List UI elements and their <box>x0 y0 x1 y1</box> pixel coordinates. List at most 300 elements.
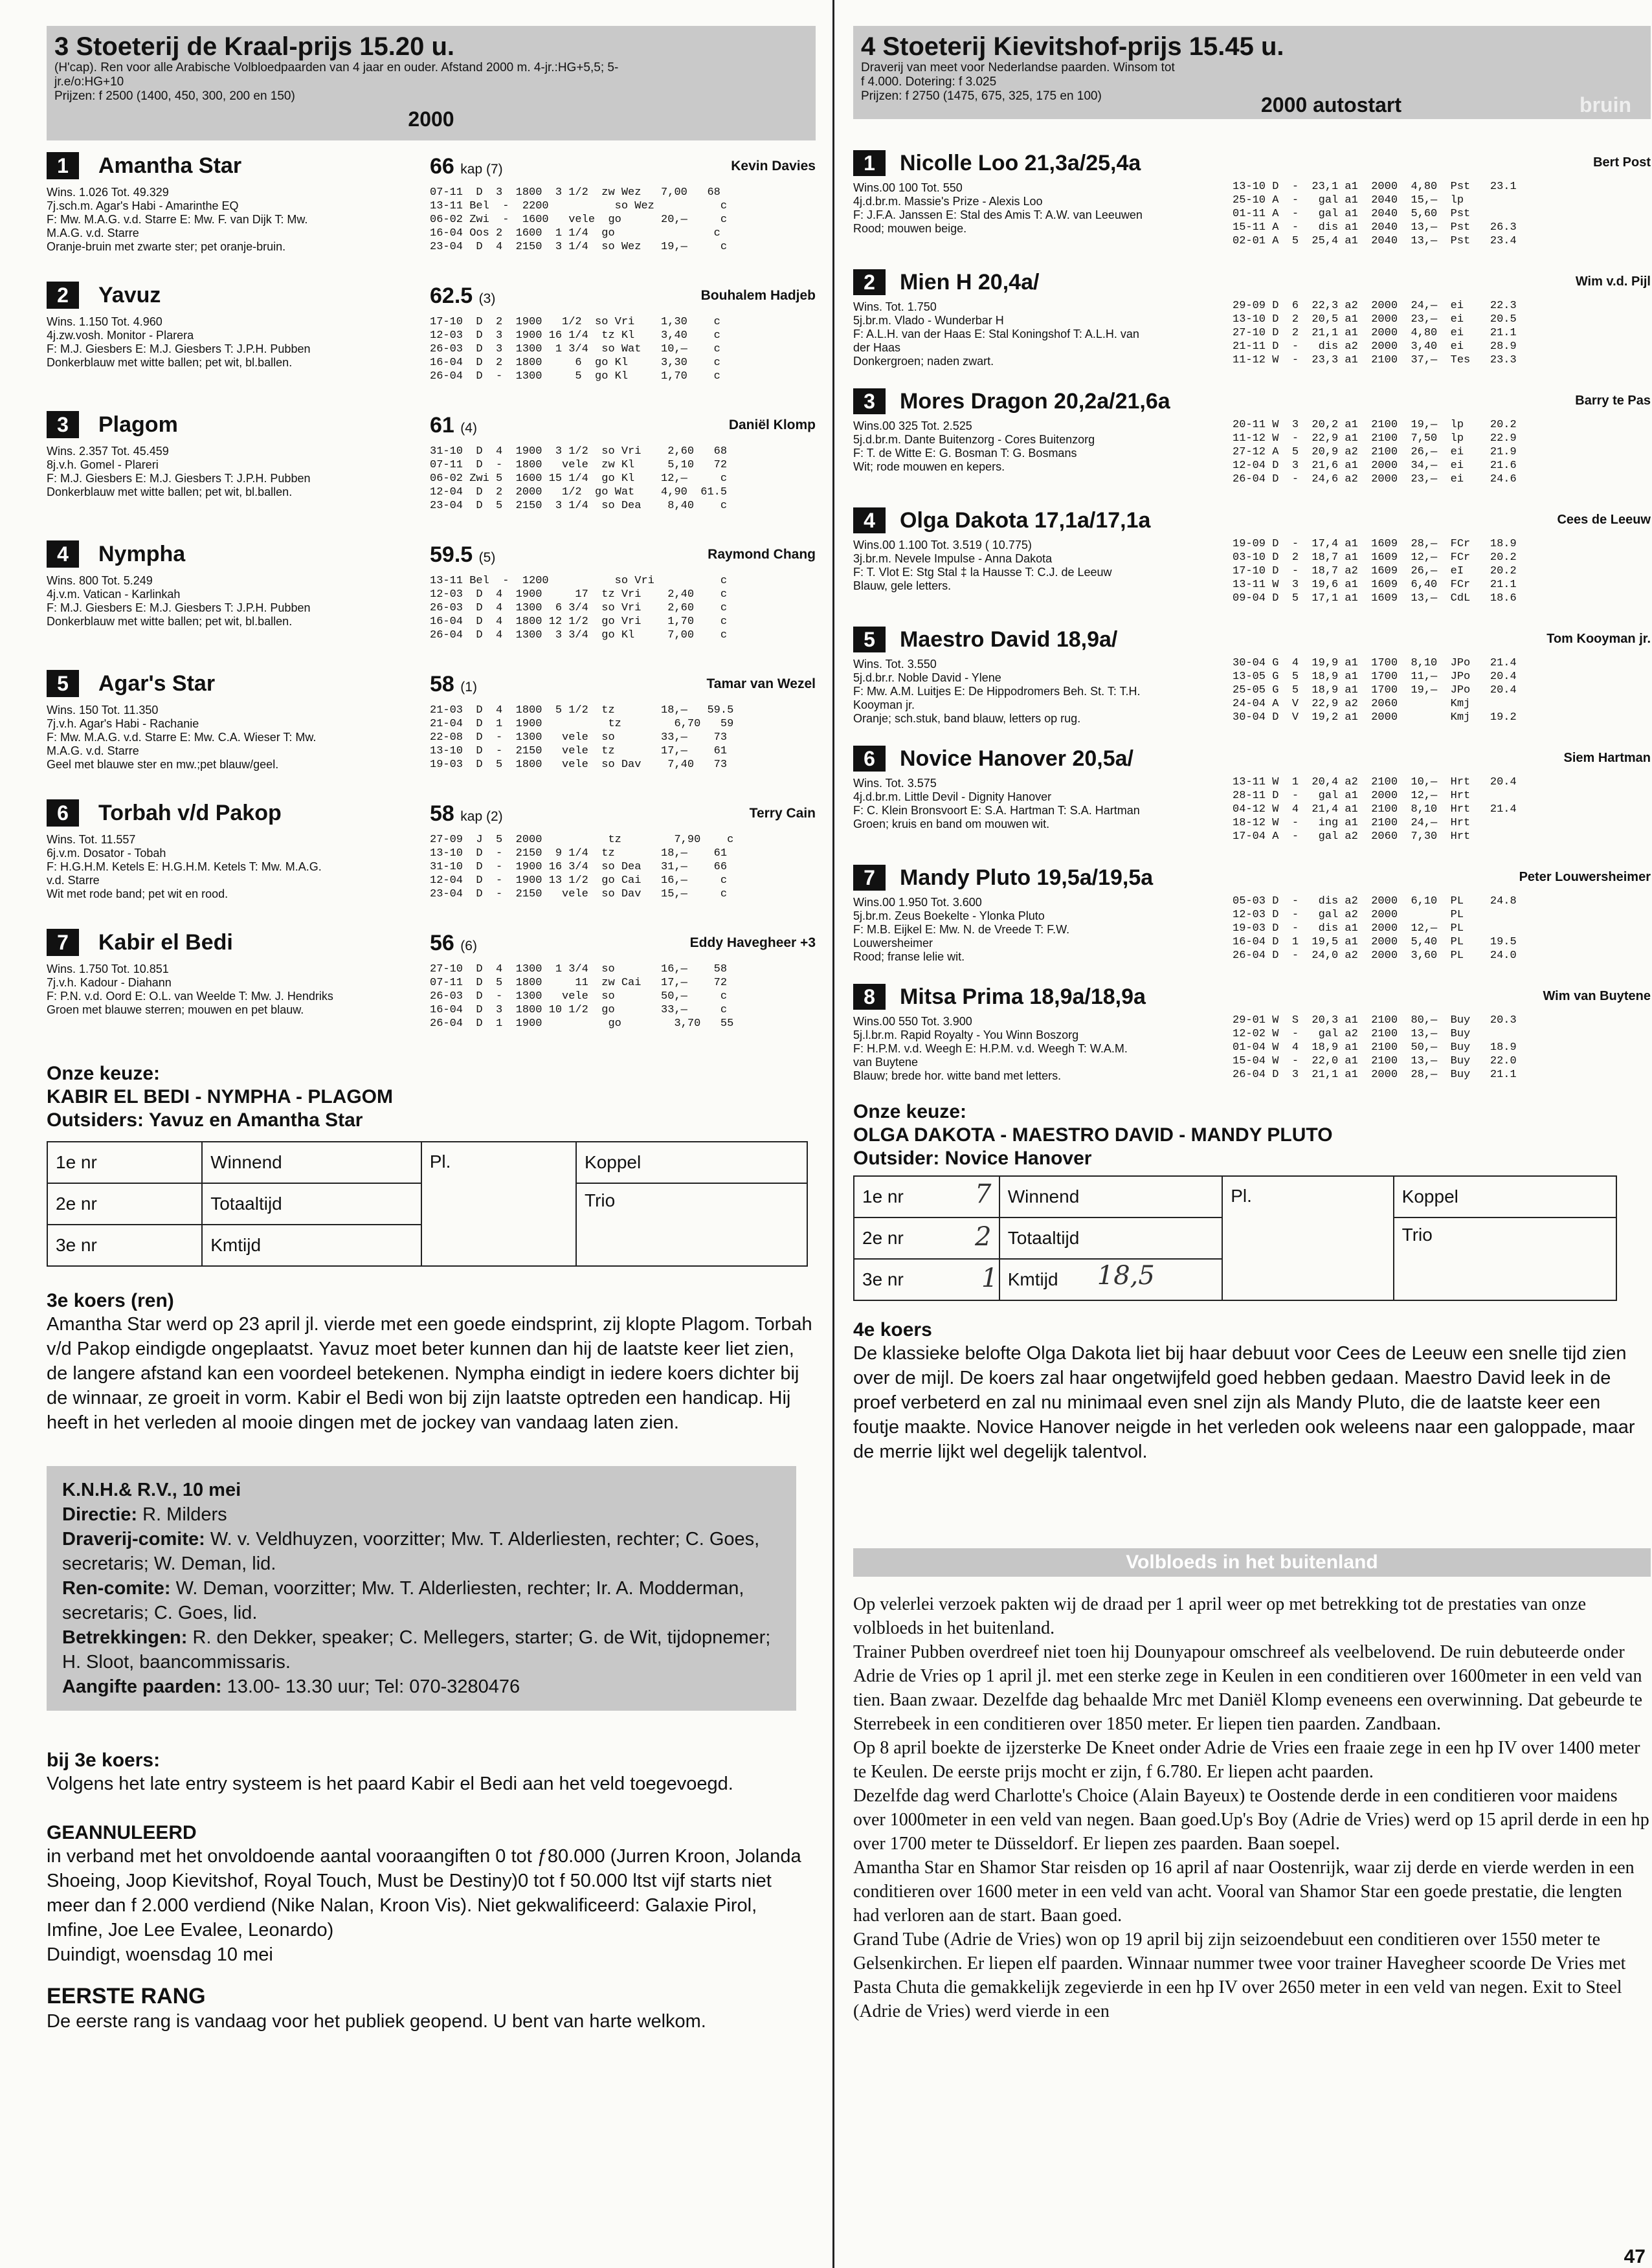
article-paragraph: Op velerlei verzoek pakten wij de draad per 1 april weer op met betrekking tot de prestaties van onze volbloeds in het buitenland. <box>853 1594 1586 1638</box>
horse-info-line: Oranje; sch.stuk, band blauw, letters op rug. <box>853 712 1081 725</box>
form-line: 02-01 A 5 25,4 a1 2040 13,— Pst 23.4 <box>1233 235 1517 247</box>
form-line: 26-04 D 1 1900 go 3,70 55 <box>430 1017 734 1030</box>
horse-info-line: M.A.G. v.d. Starre <box>47 744 139 757</box>
horse-entry <box>47 150 816 270</box>
horse-info-line: F: T. de Witte E: G. Bosman T: G. Bosmans <box>853 447 1077 460</box>
form-line: 28-11 D - gal a1 2000 12,— Hrt <box>1233 790 1471 802</box>
draw-position: (6) <box>460 939 477 953</box>
form-line: 26-04 D - 24,0 a2 2000 3,60 PL 24.0 <box>1233 950 1517 962</box>
horse-info-line: Wins. Tot. 11.557 <box>47 833 136 846</box>
form-line: 01-11 A - gal a1 2040 5,60 Pst <box>1233 208 1471 220</box>
horse-weight <box>430 542 495 571</box>
form-line: 12-04 D - 1900 13 1/2 go Cai 16,— c <box>430 874 728 887</box>
form-line: 12-02 W - gal a2 2100 13,— Buy <box>1233 1028 1471 1040</box>
bet-kmtijd: Kmtijd 18,5 <box>999 1259 1222 1300</box>
horse-info-line: 4j.zw.vosh. Monitor - Plarera <box>47 329 194 342</box>
race-3-entries <box>47 150 816 1047</box>
horse-name: Mitsa Prima 18,9a/18,9a <box>900 984 1146 1009</box>
horse-info <box>853 539 1235 593</box>
form-line: 13-11 Bel - 1200 so Vri c <box>430 575 728 587</box>
race-4-entries <box>853 148 1651 1095</box>
form-line: 13-10 D - 23,1 a1 2000 4,80 Pst 23.1 <box>1233 181 1517 193</box>
form-line: 20-11 W 3 20,2 a1 2100 19,— lp 20.2 <box>1233 419 1517 431</box>
form-line: 19-09 D - 17,4 a1 1609 28,— FCr 18.9 <box>1233 538 1517 550</box>
horse-weight <box>430 283 495 312</box>
form-table <box>1233 180 1517 248</box>
form-line: 13-10 D - 2150 9 1/4 tz 18,— 61 <box>430 847 728 860</box>
bet-row-label: 3e nr <box>47 1225 202 1266</box>
form-line: 17-04 A - gal a2 2060 7,30 Hrt <box>1233 830 1471 843</box>
horse-name: Nympha <box>98 542 186 566</box>
horse-info <box>47 833 409 901</box>
horse-info-line: F: T. Vlot E: Stg Stal ‡ la Hausse T: C.J. de Leeuw <box>853 566 1112 579</box>
horse-info-line: Wins. 2.357 Tot. 45.459 <box>47 445 169 458</box>
knh-aangifte: Aangifte paarden: 13.00- 13.30 uur; Tel: 070-3280476 <box>62 1676 520 1697</box>
draw-position: kap (7) <box>460 162 503 177</box>
horse-info <box>853 419 1235 474</box>
horse-info-line: 5j.d.br.m. Dante Buitenzorg - Cores Buitenzorg <box>853 433 1095 446</box>
left-column <box>47 26 816 2034</box>
right-column <box>853 26 1651 2023</box>
horse-info-line: F: P.N. v.d. Oord E: O.L. van Weelde T: Mw. J. Hendriks <box>47 990 333 1003</box>
form-line: 25-10 A - gal a1 2040 15,— lp <box>1233 194 1464 206</box>
horse-info-line: Donkerblauw met witte ballen; pet wit, bl.ballen. <box>47 485 293 498</box>
horse-info <box>47 445 409 499</box>
article-paragraph: Grand Tube (Adrie de Vries) won op 19 april bij zijn seizoendebuut een conditieren over 1550 meter te Gelsenkirchen. Er liepen elf paarden. Winnaar nummer twee voor trainer Havegheer scoorde De Vries met Pasta Chuta die gemakkelijk zegevierde in een hp IV over 2650 meter in een veld van negen. Exit to Steel (Adrie de Vries) werd vierde in een <box>853 1929 1626 2021</box>
form-line: 13-05 G 5 18,9 a1 1700 11,— JPo 20.4 <box>1233 671 1517 683</box>
horse-name: Torbah v/d Pakop <box>98 801 282 825</box>
horse-info-line: Wins.00 325 Tot. 2.525 <box>853 419 972 432</box>
horse-info-line: der Haas <box>853 341 901 354</box>
horse-weight <box>430 412 477 441</box>
form-table <box>1233 895 1517 962</box>
horse-info-line: Wins.00 1.950 Tot. 3.600 <box>853 896 982 909</box>
draw-position: (5) <box>478 550 496 565</box>
cancelled-title: GEANNULEERD <box>47 1822 197 1843</box>
horse-info <box>47 315 409 370</box>
horse-info-line: Wins. 800 Tot. 5.249 <box>47 574 153 587</box>
horse-info <box>853 777 1235 831</box>
koers-title: 4e koers <box>853 1319 932 1340</box>
race-distance: 2000 <box>408 107 454 131</box>
start-number: 4 <box>47 540 79 568</box>
trainer-name: Wim v.d. Pijl <box>1575 274 1651 289</box>
race-title: 4 Stoeterij Kievitshof-prijs 15.45 u. <box>861 32 1284 61</box>
horse-info-line: F: A.L.H. van der Haas E: Stal Koningshof T: A.L.H. van <box>853 328 1139 340</box>
knh-draverij: Draverij-comite: W. v. Veldhuyzen, voorzitter; Mw. T. Alderliesten, rechter; C. Goes, secretaris; W. Deman, lid. <box>62 1529 760 1574</box>
horse-info-line: 4j.d.br.m. Massie's Prize - Alexis Loo <box>853 195 1043 208</box>
form-line: 09-04 D 5 17,1 a1 1609 13,— CdL 18.6 <box>1233 592 1517 605</box>
form-line: 16-04 D 2 1800 6 go Kl 3,30 c <box>430 357 720 369</box>
form-table <box>430 315 720 383</box>
eerste-rang-title: EERSTE RANG <box>47 1984 206 2008</box>
form-line: 22-08 D - 1300 vele so 33,— 73 <box>430 731 728 744</box>
horse-name: Kabir el Bedi <box>98 930 233 955</box>
horse-info-line: 5j.l.br.m. Rapid Royalty - You Winn Boszorg <box>853 1028 1079 1041</box>
horse-entry <box>853 624 1651 738</box>
start-number: 3 <box>47 411 79 438</box>
form-line: 07-11 D - 1800 vele zw Kl 5,10 72 <box>430 459 728 471</box>
trainer-name: Siem Hartman <box>1563 751 1651 765</box>
start-number: 5 <box>853 627 886 652</box>
jockey-name: Daniël Klomp <box>728 417 816 432</box>
form-line: 19-03 D - dis a1 2000 12,— PL <box>1233 922 1464 935</box>
horse-entry <box>853 743 1651 857</box>
knh-betrekkingen: Betrekkingen: R. den Dekker, speaker; C. Mellegers, starter; G. de Wit, tijdopnemer; H. Sloot, baancommissaris. <box>62 1627 771 1673</box>
form-line: 13-10 D 2 20,5 a1 2000 23,— ei 20.5 <box>1233 313 1517 326</box>
horse-info-line: F: H.G.H.M. Ketels E: H.G.H.M. Ketels T: Mw. M.A.G. <box>47 860 322 873</box>
late-entry-text: Volgens het late entry systeem is het paard Kabir el Bedi aan het veld toegevoegd. <box>47 1773 733 1794</box>
horse-info-line: F: M.J. Giesbers E: M.J. Giesbers T: J.P.H. Pubben <box>47 342 311 355</box>
form-line: 29-09 D 6 22,3 a2 2000 24,— ei 22.3 <box>1233 300 1517 312</box>
bet-row-label: 1e nr 7 <box>854 1176 999 1217</box>
race-conditions-line: Draverij van meet voor Nederlandse paarden. Winsom tot <box>861 61 1175 74</box>
draw-position: (1) <box>460 680 477 695</box>
horse-info-line: Louwersheimer <box>853 937 933 950</box>
horse-info-line: Wins.00 100 Tot. 550 <box>853 181 963 194</box>
form-line: 23-04 D 5 2150 3 1/4 so Dea 8,40 c <box>430 500 728 512</box>
horse-info <box>853 658 1235 726</box>
horse-name: Nicolle Loo 21,3a/25,4a <box>900 151 1141 175</box>
horse-info-line: F: H.P.M. v.d. Weegh E: H.P.M. v.d. Weegh T: W.A.M. <box>853 1042 1128 1055</box>
horse-info-line: Wins.00 550 Tot. 3.900 <box>853 1015 972 1028</box>
form-line: 31-10 D - 1900 16 3/4 so Dea 31,— 66 <box>430 861 728 873</box>
form-line: 30-04 D V 19,2 a1 2000 Kmj 19.2 <box>1233 711 1517 724</box>
race-conditions-line: jr.e/o:HG+10 <box>54 75 124 89</box>
horse-info-line: F: Mw. M.A.G. v.d. Starre E: Mw. C.A. Wieser T: Mw. <box>47 731 317 744</box>
race-prizes: Prijzen: f 2500 (1400, 450, 300, 200 en 150) <box>54 89 295 103</box>
horse-info-line: 7j.v.h. Kadour - Diahann <box>47 976 172 989</box>
horse-info-line: Wit met rode band; pet wit en rood. <box>47 887 229 900</box>
form-line: 11-12 W - 22,9 a1 2100 7,50 lp 22.9 <box>1233 432 1517 445</box>
start-number: 2 <box>853 269 886 295</box>
form-table <box>1233 1014 1517 1082</box>
page-number: 47 <box>1624 2246 1646 2267</box>
horse-info-line: 4j.v.m. Vatican - Karlinkah <box>47 588 181 601</box>
handwritten-pick: 7 <box>975 1179 992 1209</box>
article-paragraph: Amantha Star en Shamor Star reisden op 16 april af naar Oostenrijk, waar zij derde en vierde werden in een conditieren over 1600 meter in een veld van acht. Vooral van Shamor Star een goede prestatie, die lengten had verloren aan de start. Baan goed. <box>853 1858 1635 1926</box>
our-choice <box>47 1062 816 1132</box>
choice-picks: KABIR EL BEDI - NYMPHA - PLAGOM <box>47 1086 394 1107</box>
form-table <box>1233 299 1517 367</box>
form-line: 27-09 J 5 2000 tz 7,90 c <box>430 834 734 846</box>
eerste-rang-text: De eerste rang is vandaag voor het publiek geopend. U bent van harte welkom. <box>47 2011 706 2032</box>
jockey-name: Kevin Davies <box>731 159 816 173</box>
form-line: 21-11 D - dis a2 2000 3,40 ei 28.9 <box>1233 340 1517 353</box>
form-line: 16-04 D 1 19,5 a1 2000 5,40 PL 19.5 <box>1233 936 1517 948</box>
form-table <box>1233 656 1517 724</box>
start-number: 5 <box>47 670 79 697</box>
form-table <box>1233 418 1517 486</box>
form-line: 27-10 D 4 1300 1 3/4 so 16,— 58 <box>430 963 728 975</box>
start-number: 6 <box>47 799 79 827</box>
bet-row-label: 1e nr <box>47 1142 202 1183</box>
section-banner: Volbloeds in het buitenland <box>853 1548 1651 1577</box>
trainer-name: Wim van Buytene <box>1543 989 1651 1003</box>
knh-title: K.N.H.& R.V., 10 mei <box>62 1480 241 1500</box>
form-line: 12-04 D 2 2000 1/2 go Wat 4,90 61.5 <box>430 486 728 498</box>
form-line: 18-12 W - ing a1 2100 24,— Hrt <box>1233 817 1471 829</box>
form-line: 16-04 D 4 1800 12 1/2 go Vri 1,70 c <box>430 616 728 628</box>
form-line: 26-04 D - 1300 5 go Kl 1,70 c <box>430 370 720 383</box>
horse-info-line: Blauw; brede hor. witte band met letters. <box>853 1069 1062 1082</box>
knh-directie: Directie: R. Milders <box>62 1504 227 1525</box>
form-line: 23-04 D 4 2150 3 1/4 so Wez 19,— c <box>430 241 728 253</box>
form-line: 13-11 Bel - 2200 so Wez c <box>430 200 728 212</box>
choice-label: Onze keuze: <box>47 1063 161 1084</box>
horse-info-line: Rood; mouwen beige. <box>853 222 967 235</box>
form-line: 21-04 D 1 1900 tz 6,70 59 <box>430 718 734 730</box>
trainer-name: Barry te Pas <box>1575 394 1651 408</box>
draw-position: (3) <box>478 291 496 306</box>
form-line: 26-03 D 4 1300 6 3/4 so Vri 2,60 c <box>430 602 728 614</box>
horse-info-line: van Buytene <box>853 1056 919 1069</box>
form-line: 29-01 W S 20,3 a1 2100 80,— Buy 20.3 <box>1233 1014 1517 1027</box>
horse-info-line: Wins. 1.150 Tot. 4.960 <box>47 315 162 328</box>
trainer-name: Cees de Leeuw <box>1557 513 1651 527</box>
race-conditions-line: f 4.000. Dotering: f 3.025 <box>861 75 997 89</box>
bet-table <box>47 1141 808 1267</box>
weight-value: 66 <box>430 154 454 179</box>
race-conditions-line: (H'cap). Ren voor alle Arabische Volbloedpaarden van 4 jaar en ouder. Afstand 2000 m. 4-jr.:HG+5,5; 5- <box>54 61 619 74</box>
horse-entry <box>853 148 1651 261</box>
horse-name: Olga Dakota 17,1a/17,1a <box>900 508 1151 533</box>
form-line: 26-04 D 3 21,1 a1 2000 28,— Buy 21.1 <box>1233 1069 1517 1081</box>
article-paragraph: Op 8 april boekte de ijzersterke De Kneet onder Adrie de Vries een fraaie zege in een hp IV over 1400 meter te Keulen. De eerste prijs mocht er zijn, f 6.780. Er liepen acht paarden. <box>853 1738 1640 1782</box>
start-number: 7 <box>47 929 79 956</box>
form-line: 26-04 D 4 1300 3 3/4 go Kl 7,00 c <box>430 629 728 641</box>
trainer-name: Peter Louwersheimer <box>1519 870 1651 884</box>
choice-outsiders: Outsiders: Yavuz en Amantha Star <box>47 1109 363 1131</box>
jockey-name: Bouhalem Hadjeb <box>700 288 816 303</box>
horse-info-line: Groen met blauwe sterren; mouwen en pet blauw. <box>47 1003 304 1016</box>
trainer-name: Bert Post <box>1593 155 1651 170</box>
start-number: 2 <box>47 282 79 309</box>
form-line: 26-03 D - 1300 vele so 50,— c <box>430 990 728 1003</box>
bet-place: Pl. <box>1222 1176 1393 1300</box>
knh-ren: Ren-comite: W. Deman, voorzitter; Mw. T. Alderliesten, rechter; Ir. A. Modderman, secretaris; C. Goes, lid. <box>62 1578 744 1623</box>
horse-info-line: Donkerblauw met witte ballen; pet wit, bl.ballen. <box>47 356 293 369</box>
weight-value: 56 <box>430 931 454 955</box>
bet-row-label: 3e nr 1 <box>854 1259 999 1300</box>
form-line: 31-10 D 4 1900 3 1/2 so Vri 2,60 68 <box>430 445 728 458</box>
horse-weight <box>430 671 477 700</box>
form-line: 27-10 D 2 21,1 a1 2000 4,80 ei 21.1 <box>1233 327 1517 339</box>
horse-info-line: F: Mw. M.A.G. v.d. Starre E: Mw. F. van Dijk T: Mw. <box>47 213 308 226</box>
horse-info-line: F: C. Klein Bronsvoort E: S.A. Hartman T: S.A. Hartman <box>853 804 1140 817</box>
handwritten-pick: 1 <box>981 1263 998 1293</box>
horse-info-line: M.A.G. v.d. Starre <box>47 227 139 239</box>
race-tag: bruin <box>1579 93 1631 117</box>
form-line: 12-04 D 3 21,6 a1 2000 34,— ei 21.6 <box>1233 460 1517 472</box>
knh-info-box <box>47 1466 796 1711</box>
form-line: 12-03 D - gal a2 2000 PL <box>1233 909 1464 921</box>
article-paragraph: Dezelfde dag werd Charlotte's Choice (Alain Bayeux) te Oostende derde in een conditieren voor maidens over 1000meter in een veld van negen. Baan goed.Up's Boy (Adrie de Vries) werd op 15 april derde in een hp over 1700 meter te Düsseldorf. Er liepen zes paarden. Baan soepel. <box>853 1786 1649 1854</box>
choice-outsider: Outsider: Novice Hanover <box>853 1148 1092 1169</box>
weight-value: 59.5 <box>430 542 473 567</box>
form-line: 05-03 D - dis a2 2000 6,10 PL 24.8 <box>1233 895 1517 907</box>
horse-name: Amantha Star <box>98 153 242 178</box>
horse-info <box>47 186 409 254</box>
horse-info-line: F: M.J. Giesbers E: M.J. Giesbers T: J.P.H. Pubben <box>47 601 311 614</box>
start-number: 7 <box>853 865 886 891</box>
horse-entry <box>47 797 816 917</box>
form-line: 12-03 D 4 1900 17 tz Vri 2,40 c <box>430 588 728 601</box>
horse-entry <box>47 279 816 399</box>
horse-info-line: Geel met blauwe ster en mw.;pet blauw/geel. <box>47 758 279 771</box>
horse-name: Plagom <box>98 412 178 437</box>
form-table <box>1233 775 1517 843</box>
form-line: 13-11 W 1 20,4 a2 2100 10,— Hrt 20.4 <box>1233 776 1517 788</box>
weight-value: 58 <box>430 672 454 696</box>
horse-info-line: Wins. 1.750 Tot. 10.851 <box>47 962 169 975</box>
form-line: 11-12 W - 23,3 a1 2100 37,— Tes 23.3 <box>1233 354 1517 366</box>
race-prizes: Prijzen: f 2750 (1475, 675, 325, 175 en 100) <box>861 89 1102 103</box>
form-line: 01-04 W 4 18,9 a1 2100 50,— Buy 18.9 <box>1233 1041 1517 1054</box>
form-table <box>430 704 733 772</box>
form-line: 06-02 Zwi - 1600 vele go 20,— c <box>430 214 728 226</box>
jockey-name: Terry Cain <box>749 806 816 821</box>
race-title: 3 Stoeterij de Kraal-prijs 15.20 u. <box>54 32 455 61</box>
horse-entry <box>853 862 1651 976</box>
form-line: 25-05 G 5 18,9 a1 1700 19,— JPo 20.4 <box>1233 684 1517 696</box>
race-4-header <box>853 26 1651 119</box>
trainer-name: Tom Kooyman jr. <box>1546 632 1651 646</box>
horse-name: Yavuz <box>98 283 161 307</box>
horse-info-line: Blauw, gele letters. <box>853 579 952 592</box>
weight-value: 58 <box>430 801 454 826</box>
horse-info-line: Groen; kruis en band om mouwen wit. <box>853 817 1050 830</box>
horse-info-line: 4j.d.br.m. Little Devil - Dignity Hanover <box>853 790 1052 803</box>
handwritten-kmtijd: 18,5 <box>1097 1261 1155 1291</box>
horse-info <box>853 300 1235 368</box>
bet-place: Pl. <box>421 1142 576 1266</box>
choice-picks: OLGA DAKOTA - MAESTRO DAVID - MANDY PLUTO <box>853 1124 1333 1146</box>
horse-info-line: 7j.v.h. Agar's Habi - Rachanie <box>47 717 199 730</box>
form-table <box>430 833 733 901</box>
form-line: 16-04 Oos 2 1600 1 1/4 go c <box>430 227 720 239</box>
form-line: 13-10 D - 2150 vele tz 17,— 61 <box>430 745 728 757</box>
horse-info-line: Wins. Tot. 3.575 <box>853 777 937 790</box>
form-line: 19-03 D 5 1800 vele so Dav 7,40 73 <box>430 759 728 771</box>
form-line: 21-03 D 4 1800 5 1/2 tz 18,— 59.5 <box>430 704 734 717</box>
bet-winnend: Winnend <box>202 1142 421 1183</box>
form-line: 23-04 D - 2150 vele so Dav 15,— c <box>430 888 728 900</box>
form-line: 04-12 W 4 21,4 a1 2100 8,10 Hrt 21.4 <box>1233 803 1517 816</box>
horse-entry <box>853 267 1651 381</box>
horse-info-line: F: Mw. A.M. Luitjes E: De Hippodromers Beh. St. T: T.H. <box>853 685 1141 698</box>
horse-info-line: Wins. Tot. 3.550 <box>853 658 937 671</box>
form-line: 03-10 D 2 18,7 a1 1609 12,— FCr 20.2 <box>1233 551 1517 564</box>
form-line: 26-03 D 3 1300 1 3/4 so Wat 10,— c <box>430 343 720 355</box>
horse-info-line: Wit; rode mouwen en kepers. <box>853 460 1005 473</box>
horse-entry <box>47 408 816 529</box>
horse-info <box>47 704 409 772</box>
bet-trio: Trio <box>576 1183 807 1266</box>
horse-name: Mien H 20,4a/ <box>900 270 1040 295</box>
bet-row-label: 2e nr 2 <box>854 1217 999 1259</box>
horse-info-line: 5j.br.m. Zeus Boekelte - Ylonka Pluto <box>853 909 1045 922</box>
horse-info-line: 7j.sch.m. Agar's Habi - Amarinthe EQ <box>47 199 239 212</box>
horse-info <box>47 574 409 628</box>
horse-entry <box>47 926 816 1047</box>
horse-info-line: Kooyman jr. <box>853 698 915 711</box>
horse-info <box>853 181 1235 236</box>
horse-info-line: Wins.00 1.100 Tot. 3.519 ( 10.775) <box>853 539 1032 551</box>
start-number: 4 <box>853 507 886 533</box>
form-line: 15-04 W - 22,0 a1 2100 13,— Buy 22.0 <box>1233 1055 1517 1067</box>
horse-name: Novice Hanover 20,5a/ <box>900 746 1133 771</box>
horse-weight <box>430 930 477 959</box>
jockey-name: Raymond Chang <box>708 547 816 562</box>
weight-value: 61 <box>430 413 454 438</box>
horse-info-line: 6j.v.m. Dosator - Tobah <box>47 847 166 860</box>
form-line: 12-03 D 3 1900 16 1/4 tz Kl 3,40 c <box>430 329 720 342</box>
horse-info-line: Wins. 1.026 Tot. 49.329 <box>47 186 169 199</box>
form-table <box>430 962 733 1030</box>
horse-info-line: Donkerblauw met witte ballen; pet wit, bl.ballen. <box>47 615 293 628</box>
bet-totaaltijd: Totaaltijd <box>202 1183 421 1225</box>
form-table <box>430 574 727 642</box>
horse-name: Mandy Pluto 19,5a/19,5a <box>900 865 1154 890</box>
bet-table <box>853 1175 1617 1301</box>
form-table <box>430 186 727 254</box>
draw-position: (4) <box>460 421 477 436</box>
jockey-name: Tamar van Wezel <box>706 676 816 691</box>
bet-row-label: 2e nr <box>47 1183 202 1225</box>
horse-entry <box>853 386 1651 500</box>
bet-winnend: Winnend <box>999 1176 1222 1217</box>
koers-title: 3e koers (ren) <box>47 1290 174 1311</box>
horse-info-line: F: M.B. Eijkel E: Mw. N. de Vreede T: F.W. <box>853 923 1070 936</box>
horse-info-line: 5j.br.m. Vlado - Wunderbar H <box>853 314 1004 327</box>
draw-position: kap (2) <box>460 809 503 824</box>
form-line: 06-02 Zwi 5 1600 15 1/4 go Kl 12,— c <box>430 472 728 485</box>
bet-koppel: Koppel <box>576 1142 807 1183</box>
article-paragraph: Trainer Pubben overdreef niet toen hij Dounyapour omschreef als veelbelovend. De ruin debuteerde onder Adrie de Vries op 1 april jl. met een sterke zege in Keulen in een conditieren over 1600meter in een veld van tien. Baan zwaar. Dezelfde dag behaalde Mrc met Daniël Klomp eveneens een overwinning. Dat gebeurde te Sterrebeek in een conditieren over 1850 meter. Er liepen tien paarden. Zandbaan. <box>853 1642 1643 1734</box>
choice-label: Onze keuze: <box>853 1101 967 1122</box>
horse-info <box>853 896 1235 964</box>
start-number: 8 <box>853 984 886 1010</box>
cancelled-date: Duindigt, woensdag 10 mei <box>47 1944 273 1965</box>
start-number: 3 <box>853 388 886 414</box>
horse-info <box>853 1015 1235 1083</box>
horse-entry <box>853 505 1651 619</box>
race-3-header <box>47 26 816 140</box>
form-line: 16-04 D 3 1800 10 1/2 go 33,— c <box>430 1004 728 1016</box>
bet-kmtijd: Kmtijd <box>202 1225 421 1266</box>
handwritten-pick: 2 <box>975 1222 992 1252</box>
weight-value: 62.5 <box>430 284 473 308</box>
start-number: 1 <box>47 152 79 179</box>
horse-entry <box>47 538 816 658</box>
form-table <box>430 445 727 513</box>
race-distance: 2000 autostart <box>1261 93 1401 117</box>
form-line: 07-11 D 5 1800 11 zw Cai 17,— 72 <box>430 977 728 989</box>
form-line: 17-10 D - 18,7 a2 1609 26,— eI 20.2 <box>1233 565 1517 577</box>
form-line: 17-10 D 2 1900 1/2 so Vri 1,30 c <box>430 316 720 328</box>
horse-info-line: Wins. 150 Tot. 11.350 <box>47 704 159 717</box>
form-line: 24-04 A V 22,9 a2 2060 Kmj <box>1233 698 1471 710</box>
horse-info-line: 8j.v.h. Gomel - Plareri <box>47 458 159 471</box>
horse-info-line: v.d. Starre <box>47 874 100 887</box>
bet-totaaltijd: Totaaltijd <box>999 1217 1222 1259</box>
horse-info-line: 5j.d.br.r. Noble David - Ylene <box>853 671 1001 684</box>
horse-name: Mores Dragon 20,2a/21,6a <box>900 389 1170 414</box>
jockey-name: Eddy Havegheer +3 <box>689 935 816 950</box>
horse-entry <box>47 667 816 788</box>
horse-name: Maestro David 18,9a/ <box>900 627 1118 652</box>
